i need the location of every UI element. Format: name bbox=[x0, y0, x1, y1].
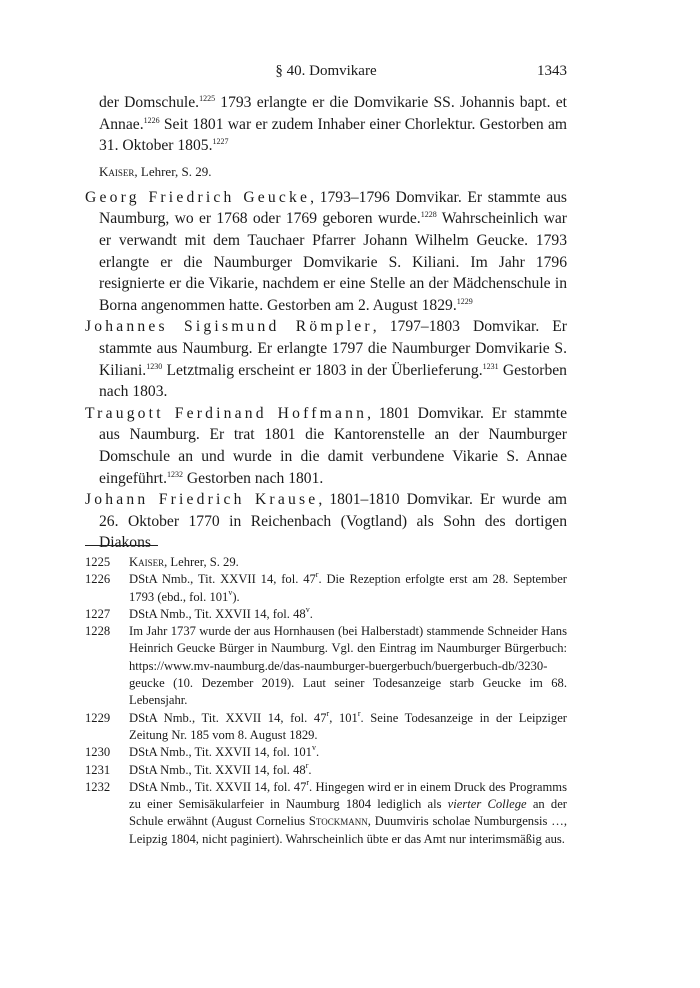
source-citation: Kaiser, Lehrer, S. 29. bbox=[99, 163, 212, 179]
footnote: 1228 Im Jahr 1737 wurde der aus Hornhausen (bei Halberstadt) stammende Schneider Hans Heinrich Geucke Bürger in Naumburg. Vgl. den Eintrag im Naumburger Bürgerbuch: https://www.mv-naumburg.de/das-naumburger-buergerbuch/buergerbuch-db/3230-geucke (10. Dezember 2019). Laut seiner Todesanzeige starb Geucke im 68. Lebensjahr. bbox=[85, 624, 567, 708]
entry-hoffmann: Traugott Ferdinand Hoffmann, 1801 Domvikar. Er stammte aus Naumburg. Er trat 1801 die Kantorenstelle an der Naumburger Domschule an und wurde in die damit verbundene Vikarie S. Annae eingeführt.$^{1232}$ Gestorben nach 1801. bbox=[85, 404, 567, 487]
running-header bbox=[85, 63, 567, 85]
footnote-divider bbox=[85, 545, 158, 546]
footnote-ref[interactable]: 1230 bbox=[146, 361, 163, 371]
entry-roempler: Johannes Sigismund Römpler, 1797–1803 Domvikar. Er stammte aus Naumburg. Er erlangte 1797 die Naumburger Domvikarie S. Kiliani.$^{1230}$ Letztmalig erscheint er 1803 in der Überlieferung.$^{1231}$ Gestorben nach 1803. bbox=[85, 318, 567, 401]
footnote: 1231 DStA Nmb., Tit. XXVII 14, fol. 48$^r$. bbox=[85, 760, 312, 777]
person-name: Georg Friedrich Geucke bbox=[85, 188, 311, 206]
footnote: 1225 Kaiser, Lehrer, S. 29. bbox=[85, 555, 239, 569]
footnote: 1227 DStA Nmb., Tit. XXVII 14, fol. 48$^v$. bbox=[85, 604, 313, 621]
page-number: 1343 bbox=[537, 63, 567, 79]
footnote-ref[interactable]: 1228 bbox=[420, 210, 437, 220]
section-title: § 40. Domvikare bbox=[275, 63, 377, 79]
person-name: Traugott Ferdinand Hoffmann bbox=[85, 404, 368, 422]
entry-continuation: der Domschule.$^{1225}$ 1793 erlangte er die Domvikarie SS. Johannis bapt. et Annae.$^{1226}$ Seit 1801 war er zudem Inhaber einer Chorlektur. Gestorben am 31. Oktober 1805.$^{1227}$ bbox=[99, 94, 567, 155]
footnote-ref[interactable]: 1226 bbox=[143, 115, 160, 125]
footnote: 1232 DStA Nmb., Tit. XXVII 14, fol. 47$^r$. Hingegen wird er in einem Druck des Programms zu einer Semisäkularfeier in Naumburg 1804 lediglich als vierter College an der Schule erwähnt (August Cornelius Stockmann, Duumviris scholae Numburgensis …, Leipzig 1804, nicht paginiert). Wahrscheinlich übte er das Amt nur interimsmäßig aus. bbox=[85, 777, 568, 846]
footnote-ref[interactable]: 1232 bbox=[166, 469, 183, 479]
footnote-ref[interactable]: 1227 bbox=[212, 137, 229, 147]
main-text bbox=[85, 92, 567, 554]
entry-krause: Johann Friedrich Krause, 1801–1810 Domvikar. Er wurde am 26. Oktober 1770 in Reichenbach (Vogtland) als Sohn des dortigen Diakons bbox=[85, 491, 567, 552]
footnote: 1229 DStA Nmb., Tit. XXVII 14, fol. 47$^r$, 101$^r$. Seine Todesanzeige in der Leipziger Zeitung Nr. 185 vom 8. August 1829. bbox=[85, 708, 568, 742]
footnote-ref[interactable]: 1225 bbox=[199, 94, 216, 103]
person-name: Johannes Sigismund Römpler bbox=[85, 318, 373, 336]
footnotes bbox=[85, 554, 567, 848]
footnote-ref[interactable]: 1231 bbox=[482, 361, 499, 371]
entry-geucke: Georg Friedrich Geucke, 1793–1796 Domvikar. Er stammte aus Naumburg, wo er 1768 oder 1769 geboren wurde.$^{1228}$ Wahrscheinlich war er verwandt mit dem Tauchaer Pfarrer Johann Wilhelm Geucke. 1793 erlangte er die Naumburger Domvikarie S. Kiliani. Im Jahr 1796 resignierte er die Vikarie, nachdem er eine Stelle an der Mädchenschule in Borna angenommen hatte. Gestorben am 2. August 1829.$^{1229}$ bbox=[85, 188, 567, 314]
footnote: 1230 DStA Nmb., Tit. XXVII 14, fol. 101$^v$. bbox=[85, 743, 320, 760]
person-name: Johann Friedrich Krause bbox=[85, 491, 319, 509]
footnote-ref[interactable]: 1229 bbox=[456, 296, 473, 306]
footnote: 1226 DStA Nmb., Tit. XXVII 14, fol. 47$^r$. Die Rezeption erfolgte erst am 28. September 1793 (ebd., fol. 101$^v$). bbox=[85, 570, 568, 604]
